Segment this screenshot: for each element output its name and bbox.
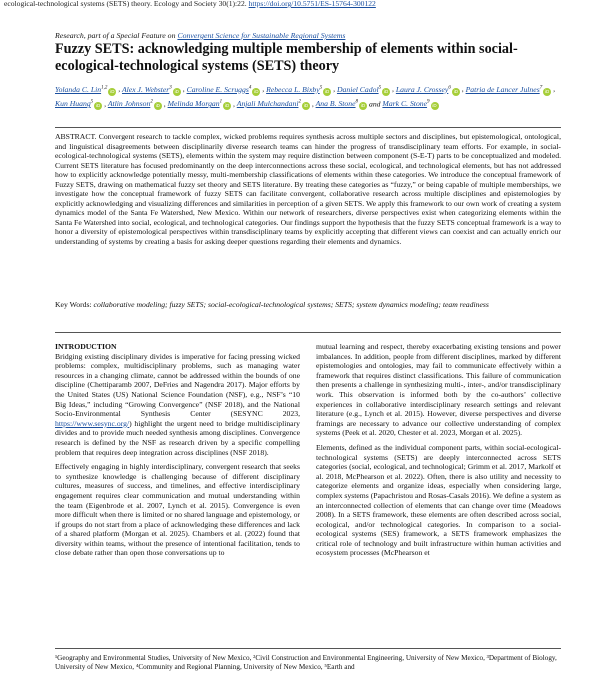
intro-paragraph-1 xyxy=(55,352,300,458)
author xyxy=(108,99,162,108)
author-name-link[interactable]: Daniel Cadol xyxy=(336,84,379,94)
author-affiliation-sup: 9 xyxy=(427,99,430,105)
author xyxy=(168,99,232,108)
author xyxy=(187,85,261,94)
author-affiliation-sup: 4 xyxy=(248,85,252,90)
author-affiliation-sup: 8 xyxy=(355,99,359,105)
author xyxy=(122,85,181,94)
series-text: , part of a Special Feature on xyxy=(83,31,178,40)
author xyxy=(55,85,116,94)
author-name-link[interactable]: Mark C. Stone xyxy=(382,99,428,109)
orcid-icon[interactable]: iD xyxy=(174,88,179,94)
author xyxy=(55,99,102,108)
author-affiliation-sup: 5 xyxy=(378,85,382,90)
orcid-icon[interactable]: iD xyxy=(453,88,458,94)
abstract: ABSTRACT. Convergent research to tackle complex, wicked problems requires synthesis across multiple sectors and disciplines, but epistemological, ontological, and linguistical disagreements between disciplinarily diverse research teams can hinder the progress of transdisciplinary team efforts. For example, in social-ecological-technological systems (SETS), elements within the system may require distinction between component (S-E-T) parts to be conceptualized and modeled. Current SETS literature has focused predominantly on the deep interconnections across these social, ecological, and technological elements, but has not addressed how to explicitly acknowledge potentially messy, multi-membership classifications of elements within these categories. We introduce the conceptual framework of Fuzzy SETS, drawing on mathematical fuzzy set theory and SETS literature. By treating these categories as “fuzzy,” or being capable of multiple memberships, we investigate how the conceptual framework of fuzzy SETS can facilitate convergent, collaborative research across multiple disciplines and epistemologies by explicitly acknowledging and visualizing differences and similarities in perception of a given SETS. We apply this framework to our own work of creating a system dynamics model of the Santa Fe Watershed, New Mexico. Within our network of researchers, diverse perspectives exist when categorizing elements within the Santa Fe Watershed into social, ecological, and technological categories. Our findings support the hypothesis that the fuzzy SETS conceptual framework is a way to honor a diversity of epistemological perspectives within transdisciplinary teams by explicitly accepting that different views can coexist and can actually enrich our understanding of systems by creating a basis for asking deeper questions regarding their elements and dynamics. xyxy=(55,132,561,246)
orcid-icon[interactable]: iD xyxy=(110,88,115,94)
orcid-icon[interactable]: iD xyxy=(360,103,366,109)
author-affiliation-sup: 3 xyxy=(169,85,172,90)
orcid-icon[interactable]: iD xyxy=(383,88,389,94)
keywords-text: collaborative modeling; fuzzy SETS; social-ecological-technological systems; SETS; system dynamics modeling; team readiness xyxy=(93,300,489,309)
orcid-icon[interactable]: iD xyxy=(155,103,160,109)
series-note xyxy=(55,31,345,40)
orcid-icon[interactable]: iD xyxy=(224,103,230,109)
author-name-link[interactable]: Anjali Mulchandani xyxy=(236,99,299,109)
affiliations-footnote: ¹Geography and Environmental Studies, University of New Mexico, ²Civil Construction and Environmental Engineering, University of New Mexico, ³Department of Biology, University of New Mexico, ⁴Community and Regional Planning, University of New Mexico, ⁵Earth and xyxy=(55,654,557,671)
author-name-link[interactable]: Caroline E. Scruggs xyxy=(186,84,249,94)
author xyxy=(266,85,331,94)
authors-and: and xyxy=(368,99,381,109)
author-name-link[interactable]: Laura J. Crossey xyxy=(395,84,449,94)
keywords-rule xyxy=(55,332,561,333)
running-header xyxy=(0,0,612,11)
keywords-label: Key Words: xyxy=(55,300,92,309)
author-affiliation-sup: 6 xyxy=(448,85,451,90)
author-affiliation-sup: 7 xyxy=(539,85,543,90)
paper-title: Fuzzy SETS: acknowledging multiple membership of elements within social-ecological-technological systems (SETS) theory xyxy=(55,41,518,74)
author-name-link[interactable]: Yolanda C. Lin xyxy=(55,84,102,94)
author-affiliation-sup: 2 xyxy=(150,99,153,105)
right-paragraph-1: mutual learning and respect, thereby exacerbating existing tensions and power imbalances. In addition, people from different disciplines, marked by different epistemologies and ontologies, may fail to communicate effectively within a framework that requires distinct classifications. This failure of communication then presents a challenge in synthesizing multi-, inter-, and/or transdisciplinary work. This observation is informed both by the co-authors’ collective experiences in collaborative interdisciplinary research settings and relevant literature (e.g., Lynch et al. 2015). However, diverse perspectives and diverse framings are necessary to advance our collective understanding of complex systems (Peek et al. 2020, Chester et al. 2023, Morgan et al. 2025). xyxy=(316,342,561,438)
intro-paragraph-2: Effectively engaging in highly interdisciplinary, convergent research that seeks to synthesize knowledge is challenging because of different disciplinary cultures, measures of success, and timelines, and effective interdisciplinary engagement requires clear communication and mutual understanding within the team (Eigenbrode et al. 2007, Lynch et al. 2015). Convergence is even more difficult when there is limited or no shared language and epistemology, or if groups do not start from a place of acknowledging these differences and lack of a shared platform (Morgan et al. 2025). Chambers et al. (2022) found that diversity within teams, without the presence of intentional facilitation, tends to close debate rather than open those conversations up to xyxy=(55,462,300,558)
author xyxy=(382,99,438,108)
author-name-link[interactable]: Alex J. Webster xyxy=(121,84,170,94)
sesync-link[interactable]: https://www.sesync.org/ xyxy=(55,418,130,428)
special-feature-link[interactable]: Convergent Science for Sustainable Regional Systems xyxy=(177,31,346,40)
footnote-rule xyxy=(55,648,561,649)
author xyxy=(466,85,552,94)
author-name-link[interactable]: Ana B. Stone xyxy=(315,99,356,109)
author xyxy=(237,99,310,108)
doi-link[interactable]: https://doi.org/10.5751/ES-15764-300122 xyxy=(248,0,376,8)
author-affiliation-sup: 1,2 xyxy=(101,85,108,90)
author-name-link[interactable]: Atlin Johnson xyxy=(107,99,151,109)
intro-p1-text-b: ) highlight the urgent need to bridge multidisciplinary divides and to provide much needed synthesis among disciplines. Convergence research is defined by the NSF as research driven by a specific compelling problem that requires deep integration across disciplines (NSF 2018). xyxy=(55,418,300,457)
orcid-icon[interactable]: iD xyxy=(96,103,101,109)
author xyxy=(316,99,367,108)
right-paragraph-2: Elements, defined as the individual component parts, within social-ecological-technological systems (SETS) are deeply interconnected across SETS categories (social, ecological, and technological; Grimm et al. 2017, Markolf et al. 2018, McPhearson et al. 2022). Often, there is also utility and necessity to categorize elements and organize ideas, especially when considering large, complex systems (Papachristou and Rosas-Casals 2016). We define a system as an interconnected collection of elements that can change over time (Meadows 2008). In a SETS framework, these elements are often described across social, ecological, and/or technological categories. In comparison to a social-ecological systems (SES) framework, a SETS framework emphasizes the critical role of technology and built infrastructure within human activities and ecosystem processes (McPhearson et xyxy=(316,442,561,558)
left-column xyxy=(55,342,300,563)
section-heading-introduction: INTRODUCTION xyxy=(55,342,117,351)
author xyxy=(337,85,390,94)
author-affiliation-sup: 5 xyxy=(90,99,94,105)
author-name-link[interactable]: Kun Huang xyxy=(55,99,91,109)
author-affiliation-sup: 2 xyxy=(298,99,301,105)
author xyxy=(396,85,460,94)
author-list: Yolanda C. Lin$^{1,2}$iD , Alex J. Webster$^3$iD , Caroline E. Scruggs$^4$iD , Rebecca L. Bixby$^5$iD , Daniel Cadol$^5$iD , Laura J. Crossey$^6$iD , Patria de Lancer Julnes$^7$iD , Kun Huang$^5$iD , Atlin Johnson$^2$iD , Melinda Morgan$^1$iD , Anjali Mulchandani$^2$iD , Ana B. Stone$^8$iD and Mark C. Stone$^9$iD xyxy=(55,84,556,109)
orcid-icon[interactable]: iD xyxy=(432,103,437,109)
author-name-link[interactable]: Patria de Lancer Julnes xyxy=(465,84,540,94)
author-name-link[interactable]: Rebecca L. Bixby xyxy=(266,84,320,94)
series-prefix: Research xyxy=(55,31,84,40)
top-rule xyxy=(55,127,561,128)
orcid-icon[interactable]: iD xyxy=(254,88,259,94)
intro-p1-text-a: Bridging existing disciplinary divides is imperative for facing pressing wicked problems: complex, multidisciplinary problems, such as managing water resources in a changing climate, cannot be addressed within the bounds of one discipline (Chettiparamb 2007, DeFries and Nagendra 2017). Major efforts by the United States (US) National Science Foundation (NSF), e.g., NSF’s “10 Big Ideas,” including “Growing Convergence” (NSF 2018), and the National Socio-Environmental Synthesis Center (SESYNC 2023, xyxy=(55,351,300,419)
orcid-icon[interactable]: iD xyxy=(545,88,550,94)
orcid-icon[interactable]: iD xyxy=(325,88,330,94)
right-column xyxy=(316,342,561,563)
author-name-link[interactable]: Melinda Morgan xyxy=(167,99,220,109)
citation-text: ecological-technological systems (SETS) theory. Ecology and Society 30(1):22. xyxy=(4,0,247,8)
orcid-icon[interactable]: iD xyxy=(303,103,309,109)
author-affiliation-sup: 5 xyxy=(319,85,323,90)
keywords xyxy=(55,300,561,310)
author-affiliation-sup: 1 xyxy=(219,99,223,105)
